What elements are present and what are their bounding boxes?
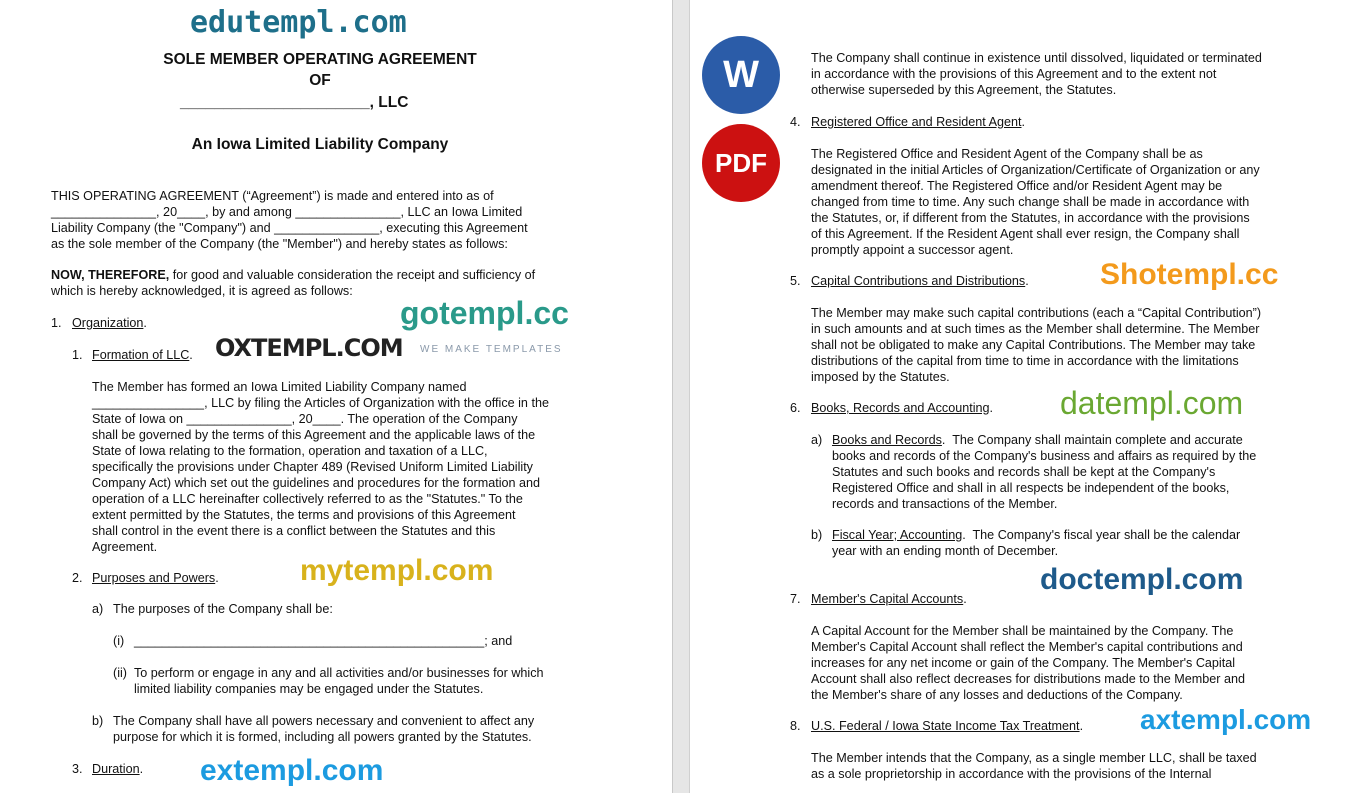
item-a-text: The purposes of the Company shall be: (113, 602, 333, 616)
section-1-3-number: 3. (72, 762, 83, 776)
now-therefore-bold: NOW, THEREFORE, (51, 268, 170, 282)
section-6a-paragraph (832, 432, 1256, 512)
watermark-extempl: extempl.com (200, 754, 384, 787)
word-format-icon[interactable]: W (702, 36, 780, 114)
section-6a-text: . The Company shall maintain complete and accurate books and records of the Company's business and affairs as required by the Statutes and such books and records shall be kept at the Company's Registered Office and shall in all respects be independent of the books, records and transactions of the Member. (832, 433, 1257, 511)
document-subtitle: An Iowa Limited Liability Company (191, 136, 449, 153)
item-i-text: __________________________________________________; and (134, 634, 513, 648)
section-1-heading: Organization. (72, 316, 147, 330)
item-i-label: (i) (113, 634, 125, 648)
watermark-gotempl: gotempl.cc (400, 295, 569, 331)
section-8-number: 8. (790, 719, 801, 733)
section-5-title: Capital Contributions and Distributions (811, 274, 1026, 288)
section-1-2-title: Purposes and Powers (92, 571, 216, 585)
section-7-paragraph: A Capital Account for the Member shall be maintained by the Company. The Member's Capital Account shall reflect the Member's capital contributions and increases for any net income or gain of the Company. The Member's Capital Account shall also reflect decreases for distributions made to the Member and the Member's share of any losses and deductions of the Company. (811, 624, 1246, 702)
watermark-shotempl: Shotempl.cc (1100, 258, 1279, 291)
watermark-oxtempl: OXTEMPL.COM (215, 334, 403, 362)
pdf-format-icon[interactable]: PDF (702, 124, 780, 202)
item-a-label: a) (92, 602, 104, 616)
section-6-number: 6. (790, 401, 801, 415)
section-1-1-title: Formation of LLC (92, 348, 190, 362)
section-8-heading: U.S. Federal / Iowa State Income Tax Treatment. (811, 719, 1084, 733)
document-title-of: OF (309, 72, 331, 89)
section-8-title: U.S. Federal / Iowa State Income Tax Treatment (811, 719, 1080, 733)
now-therefore-text: for good and valuable consideration the receipt and sufficiency of which is hereby acknowledged, it is agreed as follows: (51, 268, 536, 298)
section-6b-label: b) (811, 528, 823, 542)
section-1-number: 1. (51, 316, 62, 330)
watermark-oxtempl-tagline: WE MAKE TEMPLATES (420, 344, 563, 355)
intro-paragraph: THIS OPERATING AGREEMENT (“Agreement”) is made and entered into as of _______________, 20____, by and among _______________, LLC an Iowa Limited Liability Company (the "Company") and _______________, executing this Agreement as the sole member of the Company (the "Member") and hereby states as follows: (51, 189, 528, 251)
watermark-edutempl: edutempl.com (190, 5, 407, 40)
section-1-title: Organization (72, 316, 144, 330)
section-4-heading: Registered Office and Resident Agent. (811, 115, 1025, 129)
document-title: SOLE MEMBER OPERATING AGREEMENT (163, 51, 477, 68)
section-6a-label: a) (811, 433, 823, 447)
section-1-1-number: 1. (72, 348, 83, 362)
section-8-paragraph: The Member intends that the Company, as a single member LLC, shall be taxed as a sole proprietorship in accordance with the provisions of the Internal (811, 751, 1257, 781)
section-1-3-title: Duration (92, 762, 140, 776)
duration-paragraph: The Company shall continue in existence until dissolved, liquidated or terminated in accordance with the provisions of this Agreement and to the extent not otherwise superseded by this Agreement, the Statutes. (811, 51, 1262, 97)
section-6b-title: Fiscal Year; Accounting (832, 528, 963, 542)
section-6b-paragraph (832, 527, 1240, 559)
item-b-label: b) (92, 714, 104, 728)
watermark-axtempl: axtempl.com (1140, 704, 1312, 735)
item-ii-text: To perform or engage in any and all activities and/or businesses for which limited liability companies may be engaged under the Statutes. (134, 666, 544, 696)
llc-name-line: ______________________, LLC (180, 94, 409, 111)
section-1-1-heading: Formation of LLC. (92, 348, 193, 362)
item-ii-label: (ii) (113, 666, 127, 680)
section-6b-text: . The Company's fiscal year shall be the calendar year with an ending month of December. (832, 528, 1241, 558)
section-6a-title: Books and Records (832, 433, 942, 447)
section-1-2-number: 2. (72, 571, 83, 585)
section-4-number: 4. (790, 115, 801, 129)
section-4-title: Registered Office and Resident Agent (811, 115, 1022, 129)
watermark-doctempl: doctempl.com (1040, 563, 1244, 596)
section-5-number: 5. (790, 274, 801, 288)
section-1-3-heading: Duration. (92, 762, 144, 776)
item-b-text: The Company shall have all powers necessary and convenient to affect any purpose for which it is formed, including all powers granted by the Statutes. (113, 714, 535, 744)
section-7-number: 7. (790, 592, 801, 606)
section-4-paragraph: The Registered Office and Resident Agent of the Company shall be as designated in the initial Articles of Organization/Certificate of Organization or any amendment thereof. The Registered Office and/or Resident Agent may be changed from time to time. Any such change shall be made in accordance with the Statutes, or, if different from the Statutes, in accordance with the provisions of this Agreement. If the Resident Agent shall ever resign, the Company shall promptly appoint a successor agent. (811, 147, 1260, 257)
section-1-2-heading: Purposes and Powers. (92, 571, 219, 585)
watermark-datempl: datempl.com (1060, 385, 1244, 421)
watermark-mytempl: mytempl.com (300, 554, 494, 587)
section-7-heading: Member's Capital Accounts. (811, 592, 967, 606)
page-gap (672, 0, 690, 793)
section-6-title: Books, Records and Accounting (811, 401, 990, 415)
section-5-paragraph: The Member may make such capital contributions (each a “Capital Contribution”) in such amounts and at such times as the Member shall determine. The Member shall not be obligated to make any Capital Contributions. The Member may take distributions of the capital from time to time in accordance with the limitations imposed by the Statutes. (811, 306, 1262, 384)
section-7-title: Member's Capital Accounts (811, 592, 964, 606)
section-5-heading: Capital Contributions and Distributions. (811, 274, 1029, 288)
formation-paragraph: The Member has formed an Iowa Limited Liability Company named ________________, LLC by filing the Articles of Organization with the office in the State of Iowa on _______________, 20____. The operation of the Company shall be governed by the terms of this Agreement and the applicable laws of the State of Iowa relating to the formation, operation and taxation of a LLC, specifically the provisions under Chapter 489 (Revised Uniform Limited Liability Company Act) which set out the guidelines and procedures for the formation and operation of a LLC hereinafter collectively referred to as the "Statutes." To the extent permitted by the Statutes, the terms and provisions of this Agreement shall control in the event there is a conflict between the Statutes and this Agreement. (92, 380, 549, 554)
section-6-heading: Books, Records and Accounting. (811, 401, 994, 415)
